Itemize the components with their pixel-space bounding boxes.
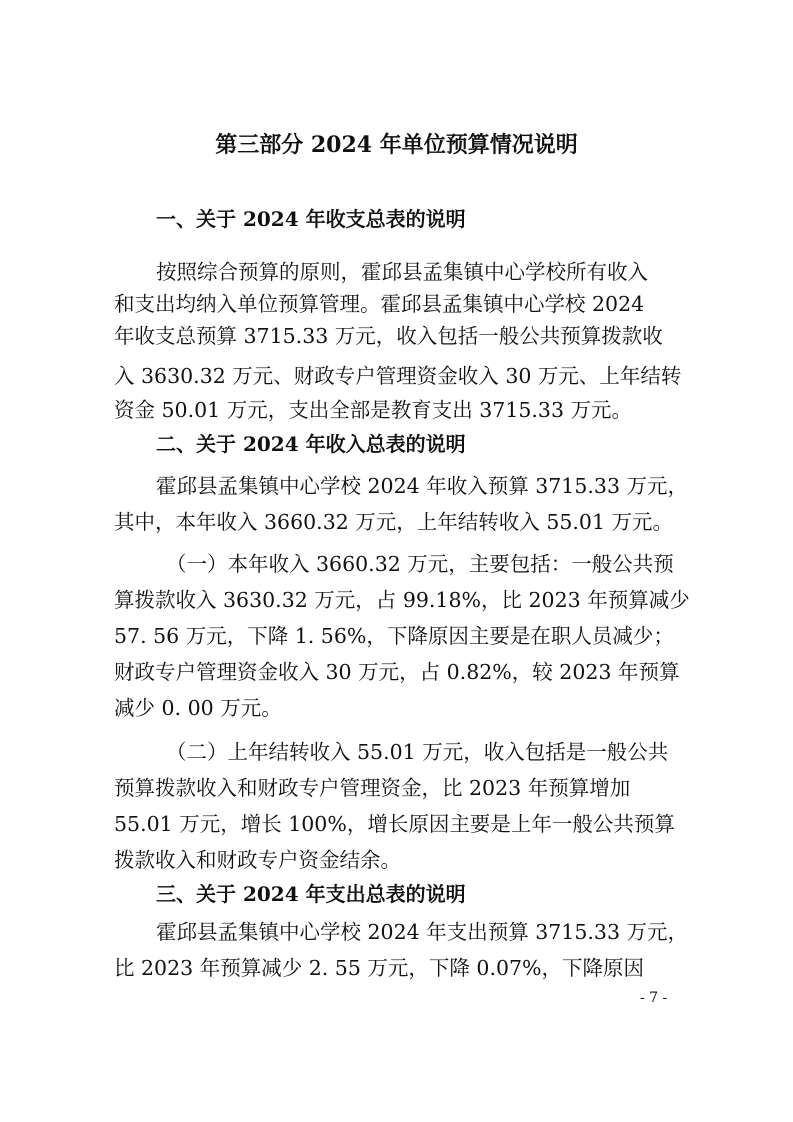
paragraph-line: （二）上年结转收入 55.01 万元，收入包括是一般公共: [166, 740, 669, 764]
paragraph-line: （一）本年收入 3660.32 万元，主要包括：一般公共预: [166, 552, 674, 576]
paragraph-line: 财政专户管理资金收入 30 万元，占 0.82%，较 2023 年预算: [114, 660, 680, 684]
paragraph-line: 算拨款收入 3630.32 万元，占 99.18%，比 2023 年预算减少: [114, 588, 690, 612]
paragraph-line: 其中，本年收入 3660.32 万元，上年结转收入 55.01 万元。: [114, 510, 674, 534]
page-number: - 7 -: [640, 990, 668, 1006]
paragraph-line: 55.01 万元，增长 100%，增长原因主要是上年一般公共预算: [114, 812, 675, 836]
paragraph-line: 霍邱县孟集镇中心学校 2024 年支出预算 3715.33 万元，: [156, 920, 689, 944]
paragraph-line: 比 2023 年预算减少 2. 55 万元，下降 0.07%，下降原因: [114, 956, 645, 980]
section-heading-3: 三、关于 2024 年支出总表的说明: [156, 882, 466, 906]
paragraph-line: 减少 0. 00 万元。: [114, 696, 282, 720]
paragraph-line: 年收支总预算 3715.33 万元，收入包括一般公共预算拨款收: [114, 324, 663, 348]
paragraph-line: 57. 56 万元，下降 1. 56%，下降原因主要是在职人员减少；: [114, 624, 674, 648]
paragraph-line: 拨款收入和财政专户资金结余。: [114, 848, 401, 872]
paragraph-line: 资金 50.01 万元，支出全部是教育支出 3715.33 万元。: [114, 398, 633, 422]
section-heading-2: 二、关于 2024 年收入总表的说明: [156, 432, 466, 456]
paragraph-line: 按照综合预算的原则，霍邱县孟集镇中心学校所有收入: [156, 260, 648, 284]
paragraph-line: 入 3630.32 万元、财政专户管理资金收入 30 万元、上年结转: [114, 364, 682, 388]
paragraph-line: 和支出均纳入单位预算管理。霍邱县孟集镇中心学校 2024: [114, 292, 645, 316]
section-heading-1: 一、关于 2024 年收支总表的说明: [156, 207, 466, 231]
paragraph-line: 霍邱县孟集镇中心学校 2024 年收入预算 3715.33 万元，: [156, 474, 689, 498]
paragraph-line: 预算拨款收入和财政专户管理资金，比 2023 年预算增加: [114, 776, 631, 800]
page-title: 第三部分 2024 年单位预算情况说明: [215, 132, 578, 158]
